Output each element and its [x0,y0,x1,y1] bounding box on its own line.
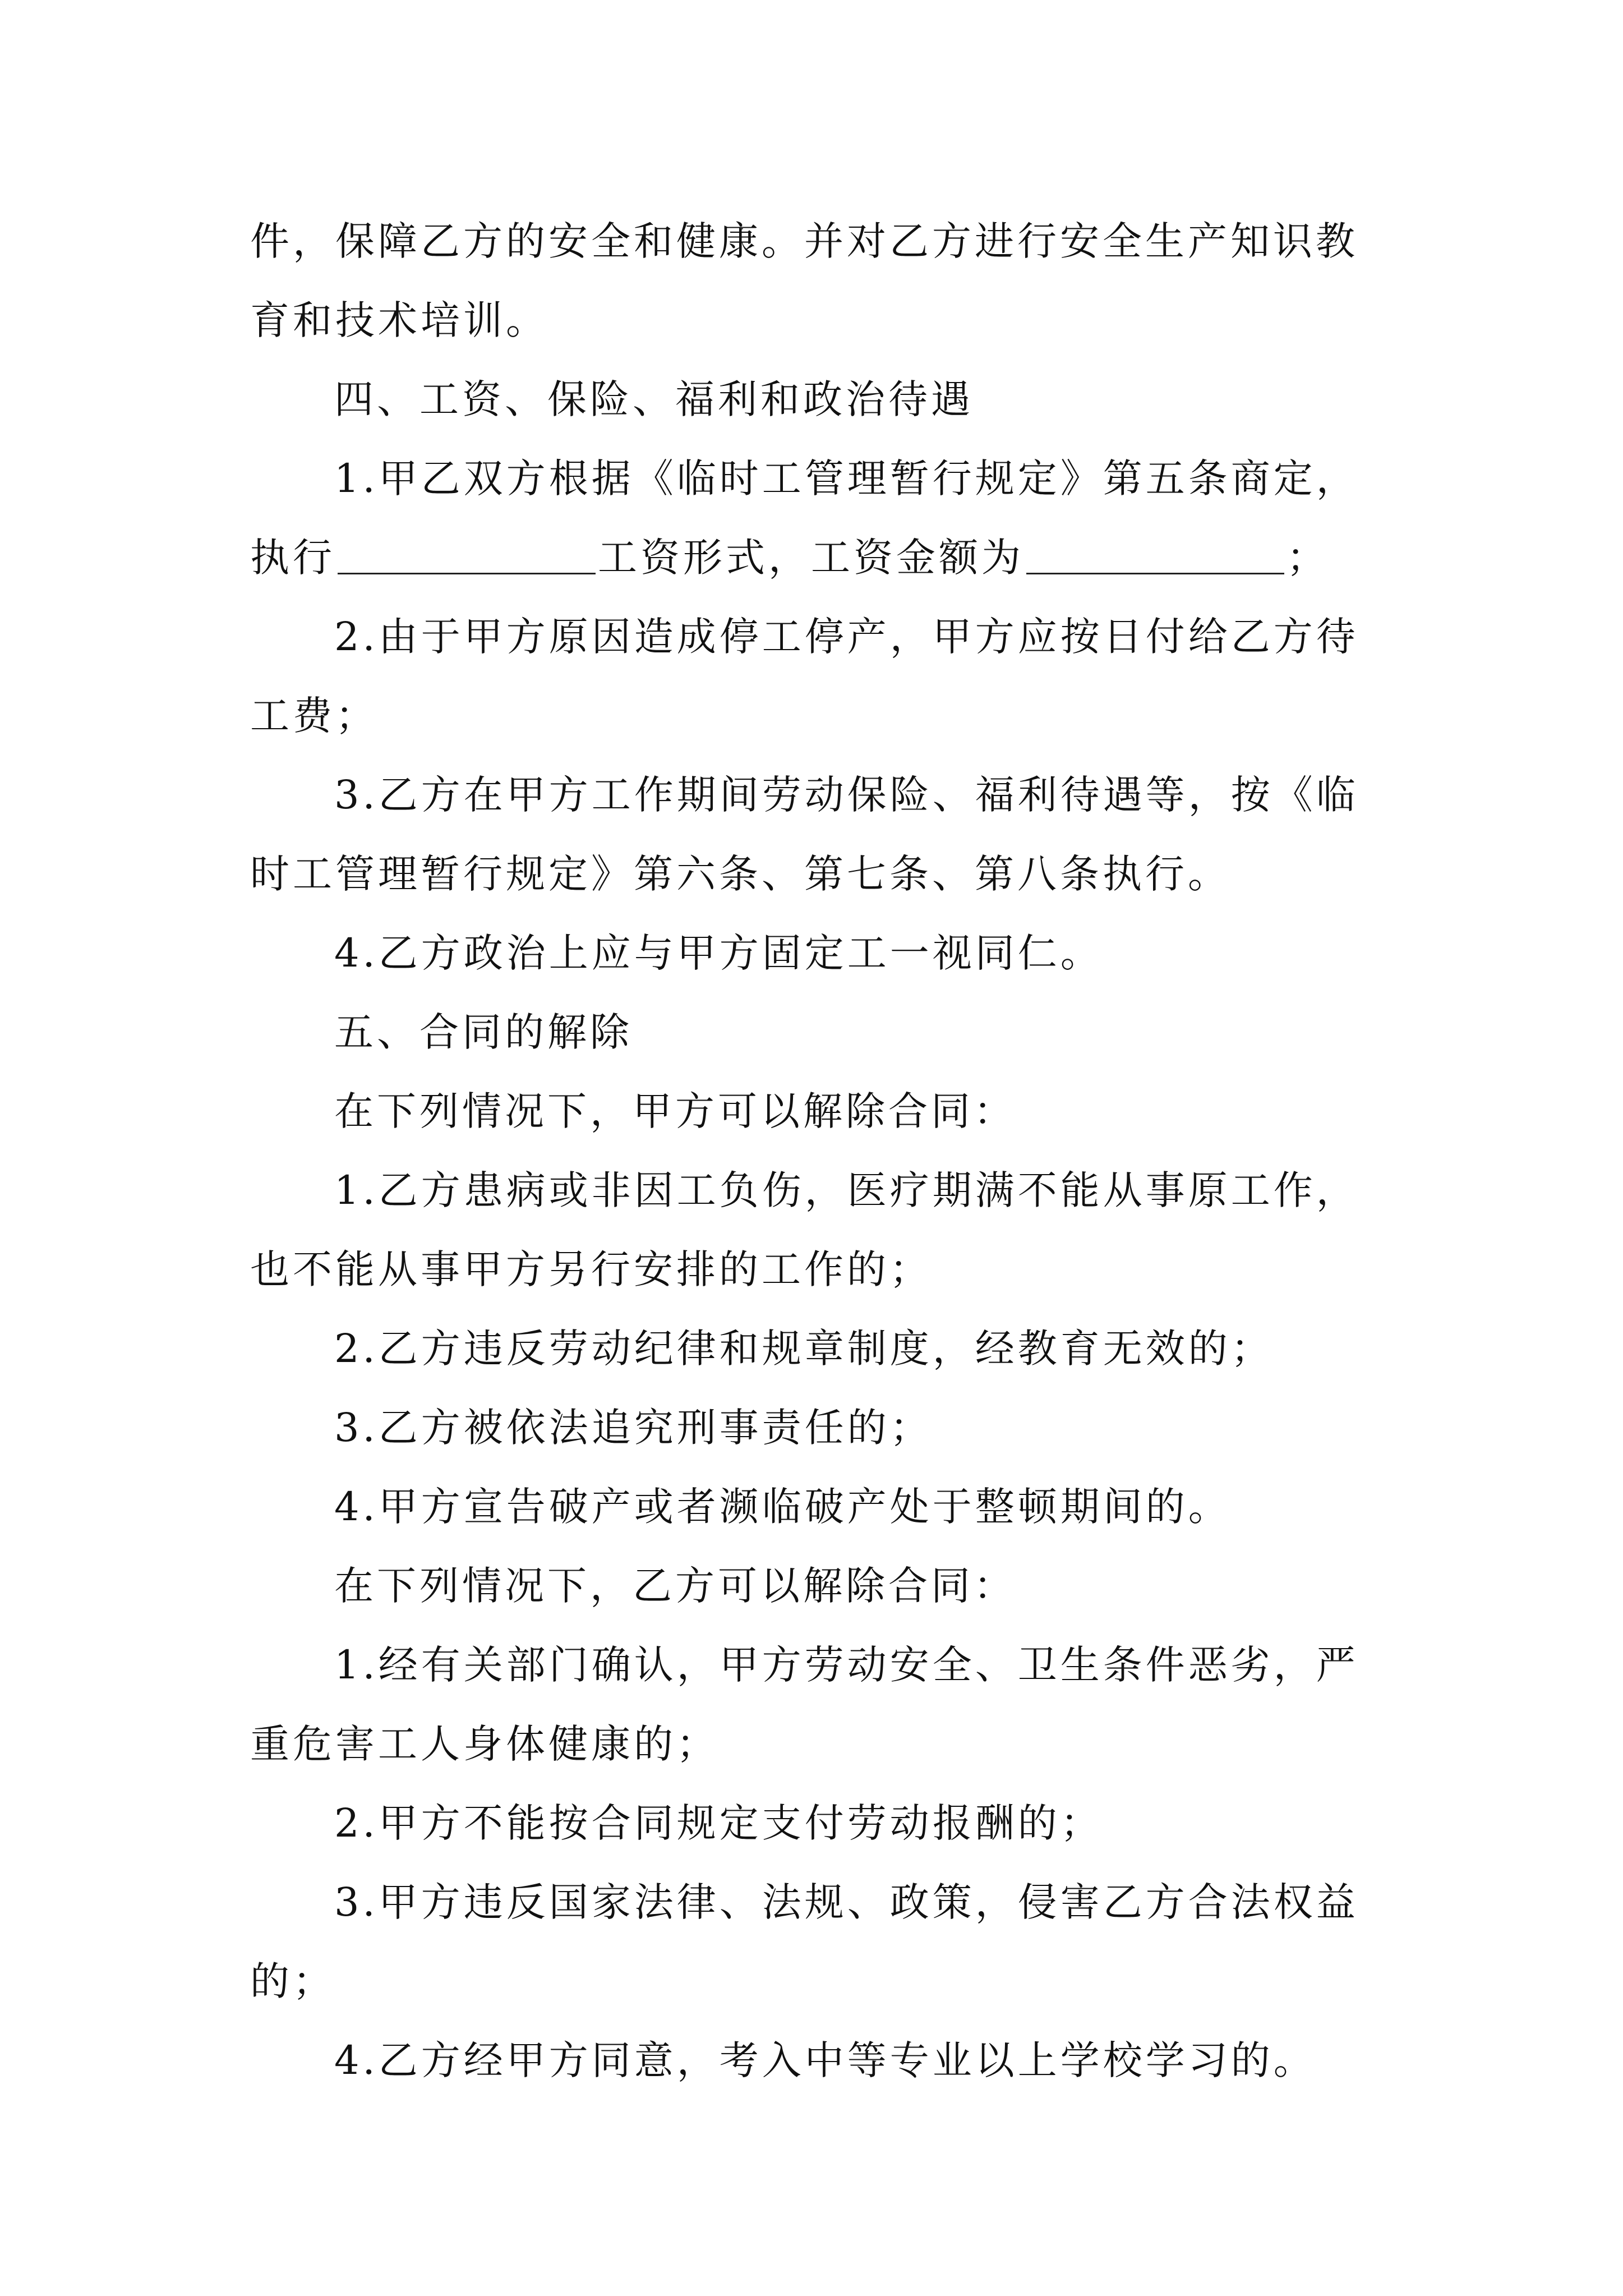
wage-form-middle: 工资形式，工资金额为 [598,535,1024,581]
paragraph-line: 育和技术培训。 [250,297,548,343]
paragraph-line: 1.乙方患病或非因工负伤，医疗期满不能从事原工作， [334,1167,1359,1213]
section-heading-wages: 四、工资、保险、福利和政治待遇 [334,376,974,422]
paragraph-line: 3.甲方违反国家法律、法规、政策，侵害乙方合法权益 [334,1879,1359,1925]
wage-form-line [250,518,1400,597]
paragraph-line: 在下列情况下，乙方可以解除合同： [334,1563,1016,1609]
paragraph-line: 2.乙方违反劳动纪律和规章制度，经教育无效的； [334,1326,1274,1372]
paragraph-line: 1.经有关部门确认，甲方劳动安全、卫生条件恶劣，严 [334,1642,1359,1688]
paragraph-line: 4.乙方经甲方同意，考入中等专业以上学校学习的。 [334,2037,1316,2083]
paragraph-line: 1.甲乙双方根据《临时工管理暂行规定》第五条商定， [334,455,1359,501]
wage-form-blank [338,533,596,574]
wage-form-prefix: 执行 [250,535,335,581]
paragraph-line: 件，保障乙方的安全和健康。并对乙方进行安全生产知识教 [250,218,1358,264]
paragraph-line: 2.由于甲方原因造成停工停产，甲方应按日付给乙方待 [334,614,1359,660]
contract-body-text [250,202,1400,2100]
paragraph-line: 2.甲方不能按合同规定支付劳动报酬的； [334,1800,1103,1846]
section-heading-termination: 五、合同的解除 [334,1009,633,1055]
paragraph-line: 工费； [250,693,378,739]
paragraph-line: 也不能从事甲方另行安排的工作的； [250,1246,932,1292]
wage-amount-blank [1026,533,1284,574]
paragraph-line: 3.乙方被依法追究刑事责任的； [334,1405,933,1451]
paragraph-line: 在下列情况下，甲方可以解除合同： [334,1088,1016,1134]
paragraph-line: 3.乙方在甲方工作期间劳动保险、福利待遇等，按《临 [334,772,1359,818]
wage-form-suffix: ； [1287,535,1329,581]
paragraph-line: 时工管理暂行规定》第六条、第七条、第八条执行。 [250,851,1230,897]
paragraph-line: 4.乙方政治上应与甲方固定工一视同仁。 [334,930,1103,976]
paragraph-line: 重危害工人身体健康的； [250,1721,719,1767]
paragraph-line: 的； [250,1958,335,2004]
paragraph-line: 4.甲方宣告破产或者濒临破产处于整顿期间的。 [334,1484,1231,1530]
